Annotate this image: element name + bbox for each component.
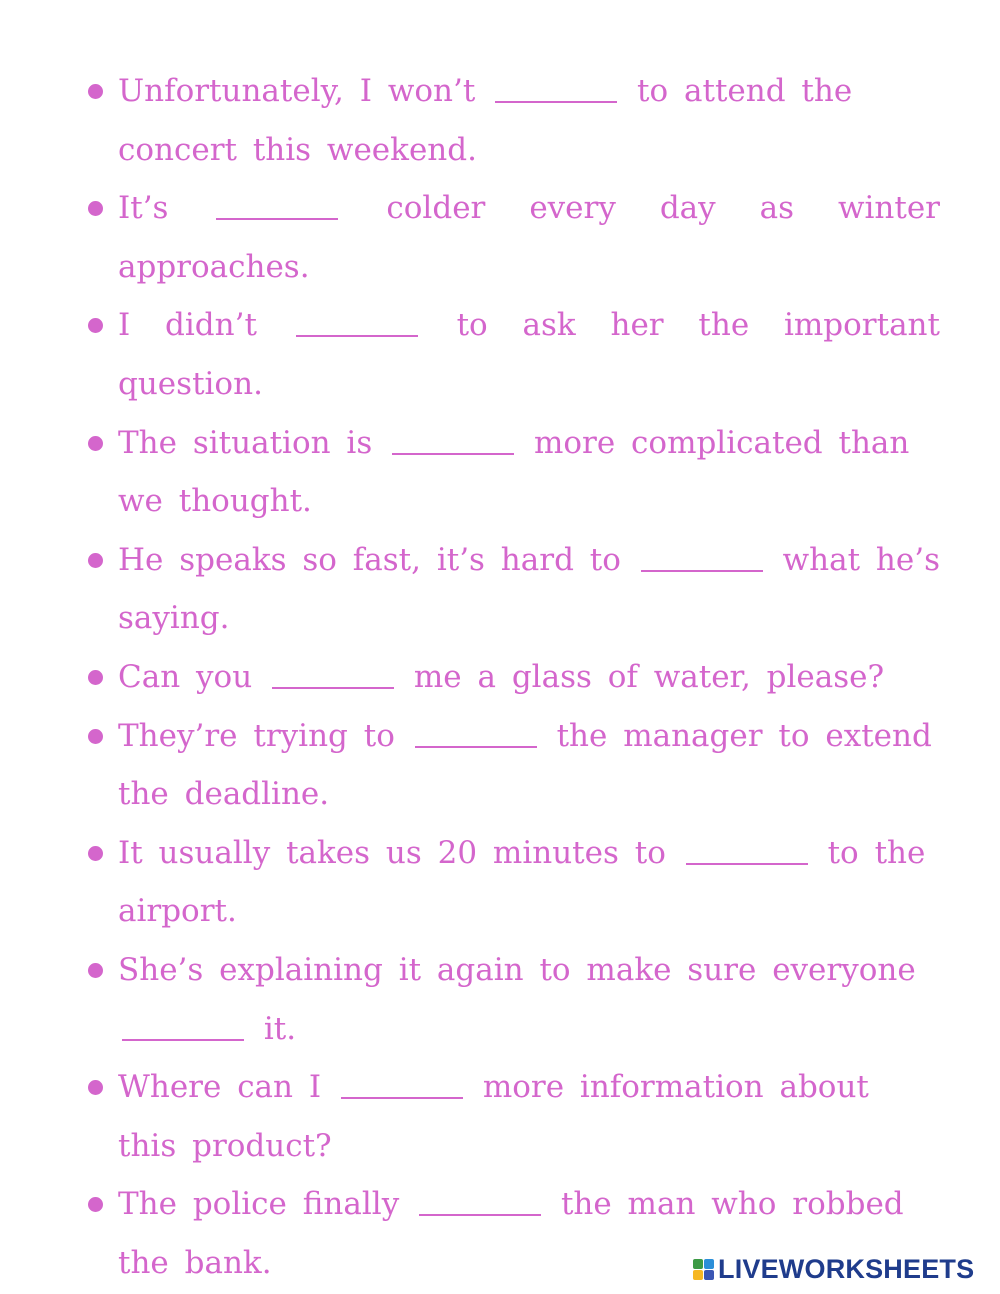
sentence-after: to the airport.: [118, 834, 926, 930]
sentence-before: It’s: [118, 190, 169, 227]
bullet-icon: [88, 436, 103, 451]
bullet-icon: [88, 1197, 103, 1212]
sentence-after: more complicated than we thought.: [118, 424, 910, 520]
answer-blank[interactable]: [419, 1180, 541, 1216]
sentence-before: Where can I: [118, 1069, 322, 1106]
answer-blank[interactable]: [392, 419, 514, 455]
bullet-icon: [88, 553, 103, 568]
answer-blank[interactable]: [495, 67, 617, 103]
bullet-icon: [88, 963, 103, 978]
bullet-icon: [88, 201, 103, 216]
sentence-after: to ask her the important question.: [118, 307, 940, 402]
sentence-before: The situation is: [118, 424, 373, 461]
bullet-icon: [88, 318, 103, 333]
sentence-item: [88, 62, 940, 179]
answer-blank[interactable]: [341, 1063, 463, 1099]
sentence-before: It usually takes us 20 minutes to: [118, 834, 666, 871]
sentence-after: it.: [263, 1010, 297, 1047]
sentence-after: the man who robbed the bank.: [118, 1186, 904, 1281]
sentence-after: to attend the concert this weekend.: [118, 73, 853, 168]
bullet-icon: [88, 1080, 103, 1095]
sentence-item: [88, 179, 940, 296]
logo-square: [693, 1270, 703, 1280]
liveworksheets-logo-icon: [693, 1259, 714, 1280]
logo-square: [693, 1259, 703, 1269]
sentence-item: [88, 941, 940, 1058]
worksheet-list: [88, 62, 940, 1292]
sentence-before: I didn’t: [118, 307, 257, 344]
sentence-item: [88, 1058, 940, 1175]
sentence-after: what he’s saying.: [118, 541, 940, 637]
sentence-before: Can you: [118, 658, 253, 695]
sentence-before: They’re trying to: [118, 717, 395, 754]
brand-name: LIVEWORKSHEETS: [718, 1254, 975, 1284]
logo-square: [704, 1270, 714, 1280]
sentence-item: [88, 414, 940, 531]
answer-blank[interactable]: [641, 536, 763, 572]
sentence-item: [88, 648, 940, 707]
sentence-item: [88, 531, 940, 648]
sentence-after: colder every day as winter approaches.: [118, 190, 941, 285]
bullet-icon: [88, 729, 103, 744]
answer-blank[interactable]: [122, 1005, 244, 1041]
sentence-before: The police finally: [118, 1186, 400, 1223]
liveworksheets-logo: [693, 1254, 974, 1285]
bullet-icon: [88, 670, 103, 685]
sentence-item: [88, 296, 940, 413]
sentence-item: [88, 824, 940, 941]
bullet-icon: [88, 84, 103, 99]
answer-blank[interactable]: [296, 301, 418, 337]
logo-square: [704, 1259, 714, 1269]
bullet-icon: [88, 846, 103, 861]
answer-blank[interactable]: [216, 184, 338, 220]
sentence-after: the manager to extend the deadline.: [118, 717, 932, 813]
sentence-after: more information about this product?: [118, 1069, 869, 1164]
sentence-item: [88, 707, 940, 824]
answer-blank[interactable]: [415, 712, 537, 748]
sentence-before: She’s explaining it again to make sure everyone: [118, 951, 916, 988]
sentence-after: me a glass of water, please?: [413, 658, 885, 695]
sentence-before: He speaks so fast, it’s hard to: [118, 541, 621, 578]
answer-blank[interactable]: [686, 829, 808, 865]
answer-blank[interactable]: [272, 653, 394, 689]
sentence-before: Unfortunately, I won’t: [118, 73, 476, 109]
